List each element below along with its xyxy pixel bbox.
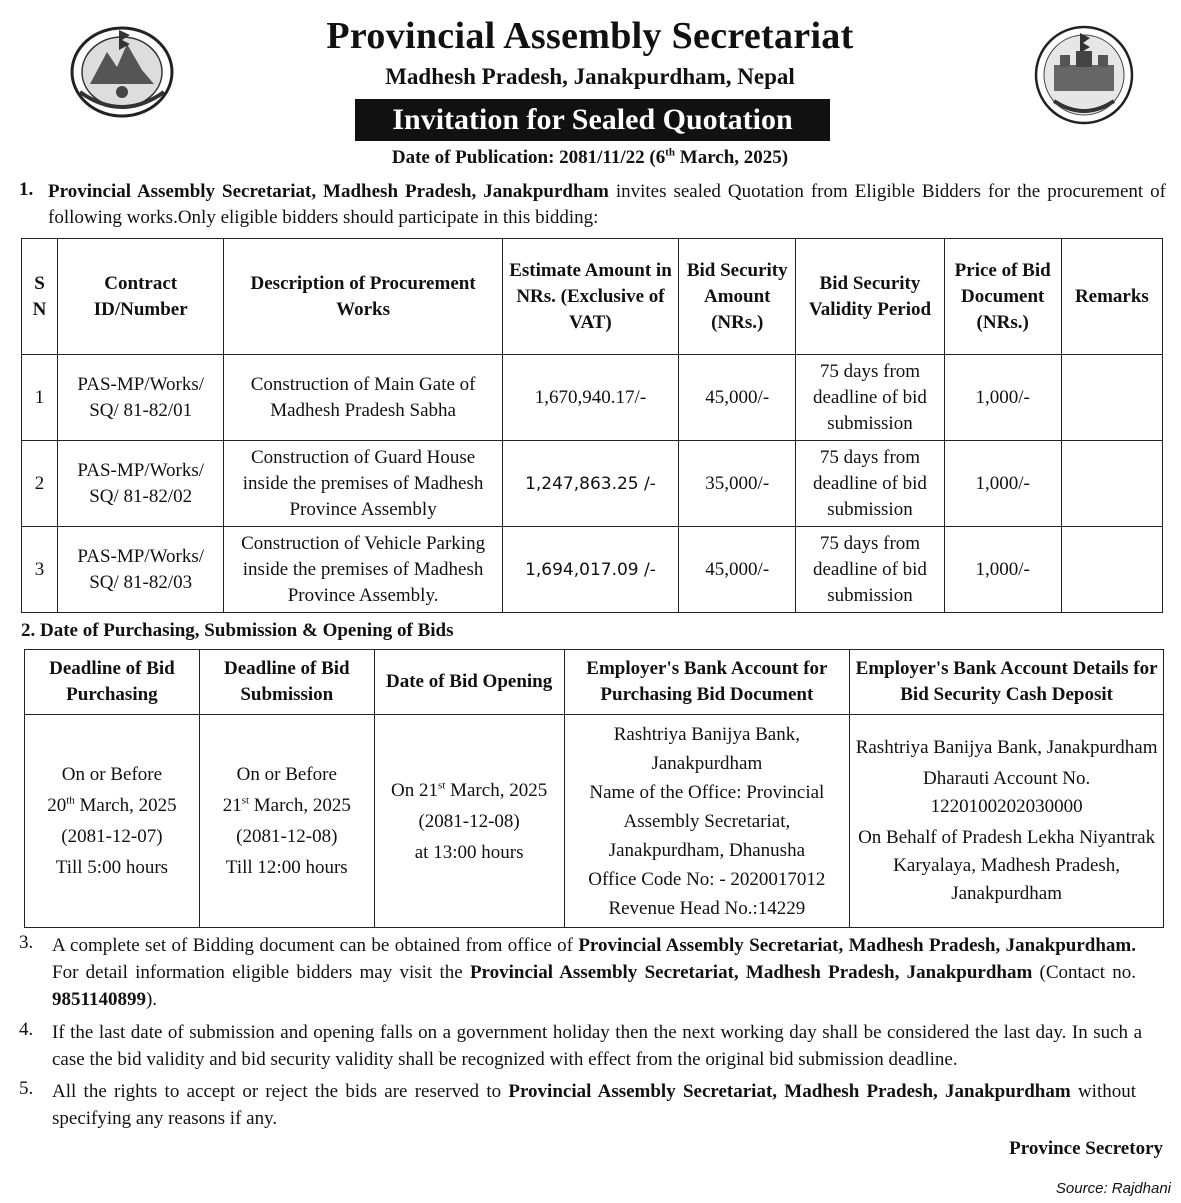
section-3-number: 3.: [19, 932, 34, 953]
section-4-number: 4.: [19, 1019, 34, 1040]
header-bank-deposit: Employer's Bank Account Details for Bid Security Cash Deposit: [850, 650, 1164, 715]
row-sn: 3: [22, 527, 58, 613]
publication-date: Date of Publication: 2081/11/22 (6th March, 2025): [391, 146, 789, 168]
procurement-table: [21, 238, 1163, 613]
section-4-text: If the last date of submission and opening falls on a government holiday then the next working day shall be considered the last day. In such a case the bid validity and bid security validity shall be recognized with effect from the original bid submission deadline.: [52, 1022, 1142, 1070]
table-row: [22, 355, 1163, 441]
header-sn: S N: [22, 239, 58, 355]
header-date-opening: Date of Bid Opening: [374, 650, 564, 715]
schedule-header-row: [25, 650, 1164, 715]
row-estimate: 1,670,940.17/-: [502, 355, 678, 441]
row-validity: 75 days from deadline of bid submission: [796, 527, 944, 613]
row-description: Construction of Vehicle Parking inside the premises of Madhesh Province Assembly.: [224, 527, 502, 613]
header-validity: Bid Security Validity Period: [796, 239, 944, 355]
row-remarks: [1061, 441, 1162, 527]
header-remarks: Remarks: [1061, 239, 1162, 355]
purchase-deadline-cell: On or Before 20th March, 2025 (2081-12-07) Till 5:00 hours: [25, 715, 200, 928]
section-5-text: All the rights to accept or reject the bids are reserved to Provincial Assembly Secretariat, Madhesh Pradesh, Janakpurdham without specifying any reasons if any.: [52, 1081, 1137, 1129]
section-5-number: 5.: [19, 1078, 34, 1099]
section-3-text: A complete set of Bidding document can be obtained from office of Provincial Assembly Secretariat, Madhesh Pradesh, Janakpurdham. For detail information eligible bidders may visit the Provincial Assembly Secretariat, Madhesh Pradesh, Janakpurdham (Contact no. 9851140899).: [52, 935, 1136, 1010]
header-estimate: Estimate Amount in NRs. (Exclusive of VAT): [502, 239, 678, 355]
header-deadline-submission: Deadline of Bid Submission: [199, 650, 374, 715]
page-subtitle: Madhesh Pradesh, Janakpurdham, Nepal: [385, 64, 795, 89]
header-bank-purchase: Employer's Bank Account for Purchasing Bid Document: [564, 650, 850, 715]
bank-deposit-cell: Rashtriya Banijya Bank, Janakpurdham Dharauti Account No. 1220100202030000 On Behalf of Pradesh Lekha Niyantrak Karyalaya, Madhesh Pradesh, Janakpurdham: [850, 715, 1164, 928]
row-description: Construction of Guard House inside the premises of Madhesh Province Assembly: [224, 441, 502, 527]
row-price: 1,000/-: [944, 441, 1061, 527]
section-1-text: Provincial Assembly Secretariat, Madhesh Pradesh, Janakpurdham invites sealed Quotation from Eligible Bidders for the procurement of following works.Only eligible bidders should participate in this bidding:: [48, 181, 1166, 228]
row-remarks: [1061, 527, 1162, 613]
schedule-table: [24, 649, 1164, 928]
row-price: 1,000/-: [944, 527, 1061, 613]
row-price: 1,000/-: [944, 355, 1061, 441]
header-description: Description of Procurement Works: [224, 239, 502, 355]
schedule-row: [25, 715, 1164, 928]
section-1-number: 1.: [19, 179, 34, 200]
row-contract: PAS-MP/Works/ SQ/ 81-82/02: [58, 441, 224, 527]
row-contract: PAS-MP/Works/ SQ/ 81-82/01: [58, 355, 224, 441]
header-price: Price of Bid Document (NRs.): [944, 239, 1061, 355]
page-title: Provincial Assembly Secretariat: [326, 15, 854, 57]
signature: Province Secretory: [1009, 1138, 1163, 1159]
table-row: [22, 527, 1163, 613]
header-contract: Contract ID/Number: [58, 239, 224, 355]
row-validity: 75 days from deadline of bid submission: [796, 441, 944, 527]
row-contract: PAS-MP/Works/ SQ/ 81-82/03: [58, 527, 224, 613]
row-estimate: 1,247,863.25 /-: [502, 441, 678, 527]
table-row: [22, 441, 1163, 527]
madhesh-assembly-logo: [1030, 25, 1138, 125]
row-sn: 1: [22, 355, 58, 441]
row-validity: 75 days from deadline of bid submission: [796, 355, 944, 441]
section-2-title: 2. Date of Purchasing, Submission & Opening of Bids: [21, 620, 454, 641]
row-sn: 2: [22, 441, 58, 527]
table-header-row: [22, 239, 1163, 355]
row-estimate: 1,694,017.09 /-: [502, 527, 678, 613]
notice-banner: Invitation for Sealed Quotation: [355, 99, 830, 141]
row-bid-security: 45,000/-: [679, 355, 796, 441]
header-deadline-purchasing: Deadline of Bid Purchasing: [25, 650, 200, 715]
source-credit: Source: Rajdhani: [1055, 1180, 1171, 1197]
row-description: Construction of Main Gate of Madhesh Pradesh Sabha: [224, 355, 502, 441]
submission-deadline-cell: On or Before 21st March, 2025 (2081-12-08) Till 12:00 hours: [199, 715, 374, 928]
row-remarks: [1061, 355, 1162, 441]
row-bid-security: 35,000/-: [679, 441, 796, 527]
bank-purchase-cell: Rashtriya Banijya Bank, Janakpurdham Name of the Office: Provincial Assembly Secretariat, Janakpurdham, Dhanusha Office Code No: - 2020017012 Revenue Head No.:14229: [564, 715, 850, 928]
header-bid-security: Bid Security Amount (NRs.): [679, 239, 796, 355]
opening-date-cell: On 21st March, 2025 (2081-12-08) at 13:00 hours: [374, 715, 564, 928]
row-bid-security: 45,000/-: [679, 527, 796, 613]
nepal-emblem-logo: [62, 22, 182, 122]
